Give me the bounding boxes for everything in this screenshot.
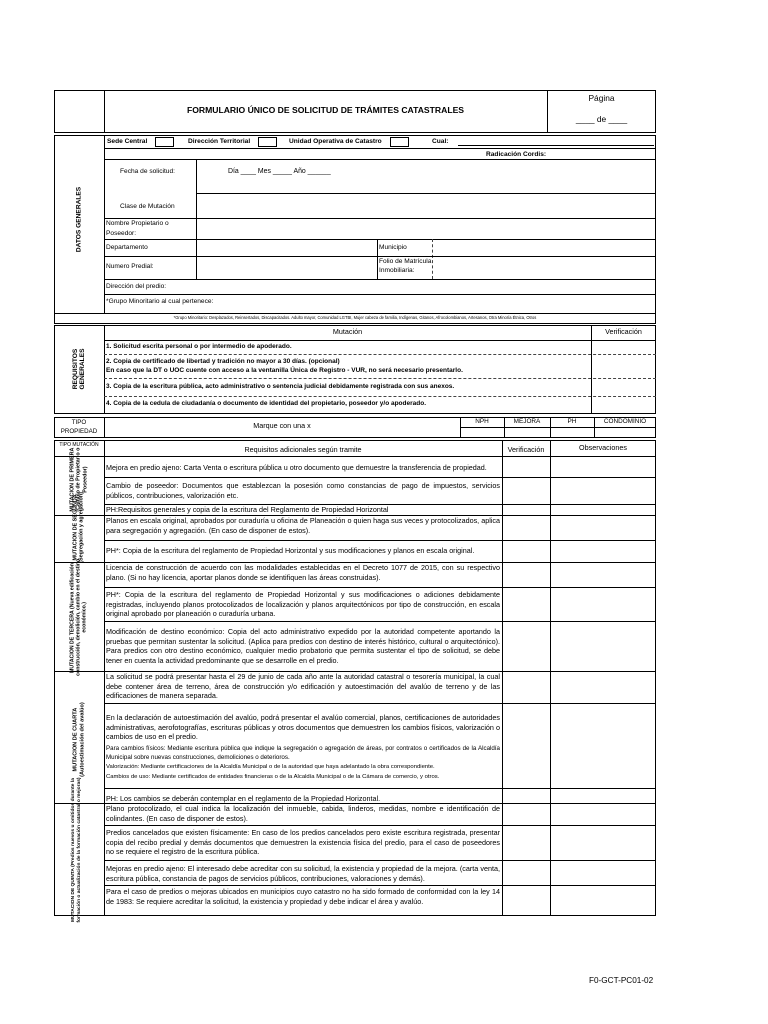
- condominio-checkbox[interactable]: [595, 428, 655, 437]
- req-general-2b: En caso que la DT o UOC cuente con acceso a la ventanilla Única de Registro - VUR, no será necesario presentarlo.: [106, 367, 463, 374]
- divider: [104, 340, 656, 341]
- m5-req-4: Para el caso de predios o mejoras ubicados en municipios cuyo catastro no ha sido formado de conformidad con la ley 14 de 1983: Se requiere acreditar la solicitud, la existencia y propiedad y debe indicar el área y avalúo.: [106, 887, 500, 906]
- divider: [377, 239, 378, 279]
- m1-req-2: Cambio de poseedor: Documentos que establezcan la posesión como constancias de pago de impuestos, servicios públicos, contribuciones, valorización etc.: [106, 481, 500, 500]
- divider: [550, 440, 551, 916]
- mutacion-tercera-label: MUTACION DE TERCERA (Nueva edificación, construcción, demolición, cambio en el destino económico.): [69, 558, 89, 676]
- divider: [591, 325, 592, 414]
- divider: [104, 885, 656, 886]
- folio-matricula-label: Folio de Matrícula Inmobiliaria:: [379, 258, 432, 274]
- tipo-propiedad-instruction: Marque con una x: [253, 421, 311, 430]
- col-mutacion: Mutación: [332, 327, 363, 336]
- col-observaciones: Observaciones: [579, 443, 627, 452]
- page-number-field[interactable]: ____ de ____: [575, 114, 628, 124]
- divider: [104, 540, 656, 541]
- requisitos-generales-label: REQUISITOS GENERALES: [72, 348, 86, 390]
- divider: [104, 621, 656, 622]
- divider: [104, 825, 656, 826]
- grupo-minoritario-note: *Grupo Minoritario: Desplazados, Reinsertados, Discapacitados. Adulto mayor, Comunidad LGTBI, Mujer cabeza de familia, Indígenas, Gitanos, Afrocolombianos, Artesanos, Otra Minoría Étnica, Otros: [173, 315, 537, 320]
- col-verificacion-adicional: Verificación: [507, 445, 545, 454]
- nombre-propietario-label: Nombre Propietario o Poseedor:: [106, 220, 169, 237]
- cual-label: Cual:: [432, 138, 449, 145]
- divider: [104, 354, 656, 355]
- m4-req-3: Para cambios físicos: Mediante escritura pública que indique la segregación o agregación de áreas, por contratos o certificados de la Alcaldía Municipal sobre nuevas construcciones, demoliciones o deterioros.: [106, 745, 500, 762]
- divider: [104, 279, 656, 280]
- divider: [104, 477, 656, 478]
- req-general-4: 4. Copia de la cedula de ciudadanía o documento de identidad del propietario, poseedor y/o apoderado.: [106, 400, 426, 407]
- mutacion-cuarta-label: MUTACION DE CUARTA (Autoestimación del avalúo): [72, 702, 85, 777]
- fecha-solicitud-label: Fecha de solicitud:: [120, 168, 175, 175]
- form-code: F0-GCT-PC01-02: [589, 976, 654, 985]
- unidad-operativa-label: Unidad Operativa de Catastro: [289, 138, 382, 145]
- ph-checkbox[interactable]: [551, 428, 593, 437]
- m5-req-2: Predios cancelados que existen físicamente: En caso de los predios cancelados pero existe escritura registrada, presentar copia del recibo predial y demás documentos que demuestren la existencia física del predio, para el caso de poseedores no se requiere el registro de la escritura pública.: [106, 828, 500, 857]
- m4-req-5: Cambios de uso: Mediante certificados de entidades financieras o de la Alcaldía Municipal o de la Cámara de comercio, y otros.: [106, 774, 440, 780]
- option-condominio: CONDOMINIO: [603, 418, 647, 425]
- m4-req-2: En la declaración de autoestimación del avalúo, podrá presentar el avalúo comercial, planos, certificaciones de autoridades administrativas, aerofotografías, escrituras públicas y otros documentos que demuestren los cambios físicos, valorización o cambios de uso en el predio.: [106, 713, 500, 742]
- mutacion-quinta-label: MUTACION DE QUINTA (Predios nuevos u omitidos durante la formación o actualización de la formación catastral o mejoras): [71, 777, 82, 923]
- datos-generales-label: DATOS GENERALES: [75, 186, 83, 253]
- form-title: FORMULARIO ÚNICO DE SOLICITUD DE TRÁMITES CATASTRALES: [186, 105, 465, 115]
- m3-req-3: Modificación de destino económico: Copia del acto administrativo expedido por la autoridad competente aportando la pruebas que permitan sustentar la solicitud. (Aplica para predios con destino de interés histórico, cultural o arquitectónico). Para predios con otro destino económico, cualquier medio probatorio que permita sustentar el tipo de solicitud, se debe tener en cuenta la actividad predominante que se desarrolle en el predio.: [106, 627, 500, 665]
- fecha-solicitud-input[interactable]: Día ____ Mes _____ Año ______: [228, 168, 331, 175]
- divider: [196, 193, 656, 194]
- m4-req-1: La solicitud se podrá presentar hasta el 29 de junio de cada año ante la autoridad catastral o tesorería municipal, la cual debe contener área de terreno, área de construcción y/o edificación y autoestimación del avalúo de terreno y de las edificaciones de manera separada.: [106, 672, 500, 701]
- divider: [104, 396, 656, 397]
- m2-req-2: PH*: Copia de la escritura del reglamento de Propiedad Horizontal y sus modificaciones y planos en escala original.: [106, 546, 475, 555]
- divider: [104, 148, 656, 149]
- sede-central-checkbox[interactable]: [155, 137, 174, 147]
- m1-req-3: PH:Requisitos generales y copia de la escritura del Reglamento de Propiedad Horizontal: [106, 505, 389, 514]
- divider: [104, 378, 656, 379]
- cual-input[interactable]: [458, 145, 654, 146]
- direccion-territorial-checkbox[interactable]: [258, 137, 277, 147]
- nph-checkbox[interactable]: [461, 428, 503, 437]
- mutacion-segunda-label: MUTACION DE SEGUNDA (Segregación y agregación): [72, 492, 85, 563]
- divider: [104, 703, 656, 704]
- direccion-predio-label: Dirección del predio:: [106, 283, 167, 290]
- direccion-territorial-label: Dirección Territorial: [188, 138, 251, 145]
- m5-req-3: Mejoras en predio ajeno: El interesado debe acreditar con su solicitud, la existencia y propiedad de la mejora. (carta venta, escritura pública, constancia de pagos de servicios públicos, contribuciones, valoraciones y demás).: [106, 864, 500, 883]
- municipio-label: Municipio: [379, 244, 407, 251]
- departamento-label: Departamento: [106, 244, 148, 251]
- divider: [502, 440, 503, 916]
- divider: [104, 159, 656, 160]
- req-general-1: 1. Solicitud escrita personal o por intermedio de apoderado.: [106, 343, 292, 350]
- divider: [104, 135, 105, 313]
- m4-req-6: PH: Los cambios se deberán contemplar en el reglamento de la Propiedad Horizontal.: [106, 794, 381, 803]
- mejora-checkbox[interactable]: [505, 428, 549, 437]
- unidad-operativa-checkbox[interactable]: [390, 137, 409, 147]
- page-label: Página: [588, 93, 615, 103]
- radicacion-label: Radicación Cordis:: [486, 151, 547, 158]
- tipo-propiedad-label: TIPO PROPIEDAD: [60, 419, 98, 435]
- m3-req-2: PH*: Copia de la escritura del reglamento de Propiedad Horizontal y sus modificaciones o adiciones debidamente registradas, incluyendo planos protocolizados de localización y planos arquitectónicos por tipo de construcción, en escala original aprobado por planeación o curaduría urbana.: [106, 590, 500, 619]
- col-requisitos: Requisitos adicionales según tramite: [244, 445, 362, 454]
- m4-req-4: Valorización: Mediante certificaciones de la Alcaldía Municipal o de la autoridad que haya adelantado la obra correspondiente.: [106, 764, 435, 770]
- divider: [104, 860, 656, 861]
- divider: [104, 325, 105, 414]
- sede-central-label: Sede Central: [107, 138, 148, 145]
- divider: [104, 239, 656, 240]
- m1-req-1: Mejora en predio ajeno: Carta Venta o escritura pública u otro documento que demuestre la transferencia de propiedad.: [106, 463, 487, 472]
- tipo-mutacion-label: TIPO MUTACIÓN: [59, 442, 99, 448]
- numero-predial-label: Numero Predial:: [106, 263, 154, 270]
- divider: [54, 456, 656, 457]
- divider: [104, 788, 656, 789]
- m2-req-1: Planos en escala original, aprobados por curaduría u oficina de Planeación o quien haga sus veces y protocolizados, aplica para segregación y agregación. (En caso de disponer de estos).: [106, 516, 500, 535]
- divider: [196, 239, 197, 279]
- req-general-2: 2. Copia de certificado de libertad y tradición no mayor a 30 días. (opcional): [106, 358, 340, 365]
- req-general-3: 3. Copia de la escritura pública, acto administrativo o sentencia judicial debidamente registrada con sus anexos.: [106, 383, 455, 390]
- divider: [104, 587, 656, 588]
- divider: [196, 159, 197, 239]
- option-ph: PH: [567, 418, 577, 425]
- option-nph: NPH: [475, 418, 489, 425]
- grupo-minoritario-label: *Grupo Minoritario al cual pertenece:: [106, 298, 214, 305]
- option-mejora: MEJORA: [513, 418, 541, 425]
- clase-mutacion-label: Clase de Mutación: [120, 203, 175, 210]
- divider: [104, 294, 656, 295]
- m3-req-1: Licencia de construcción de acuerdo con las modalidades establecidas en el Decreto 1077 de 2015, con su respectivo plano. (Si no hay licencia, aportar planos donde se identifiquen las áreas construidas).: [106, 563, 500, 582]
- mutacion-primera-label: MUTACION DE PRIMERA (Cambio de Propietario o Poseedor): [69, 447, 89, 512]
- m5-req-1: Plano protocolizado, el cual indica la localización del inmueble, cabida, linderos, medidas, nombre e identificación de colindantes. (En caso de disponer de estos).: [106, 804, 500, 823]
- col-verificacion: Verificación: [605, 327, 642, 336]
- divider: [104, 440, 105, 916]
